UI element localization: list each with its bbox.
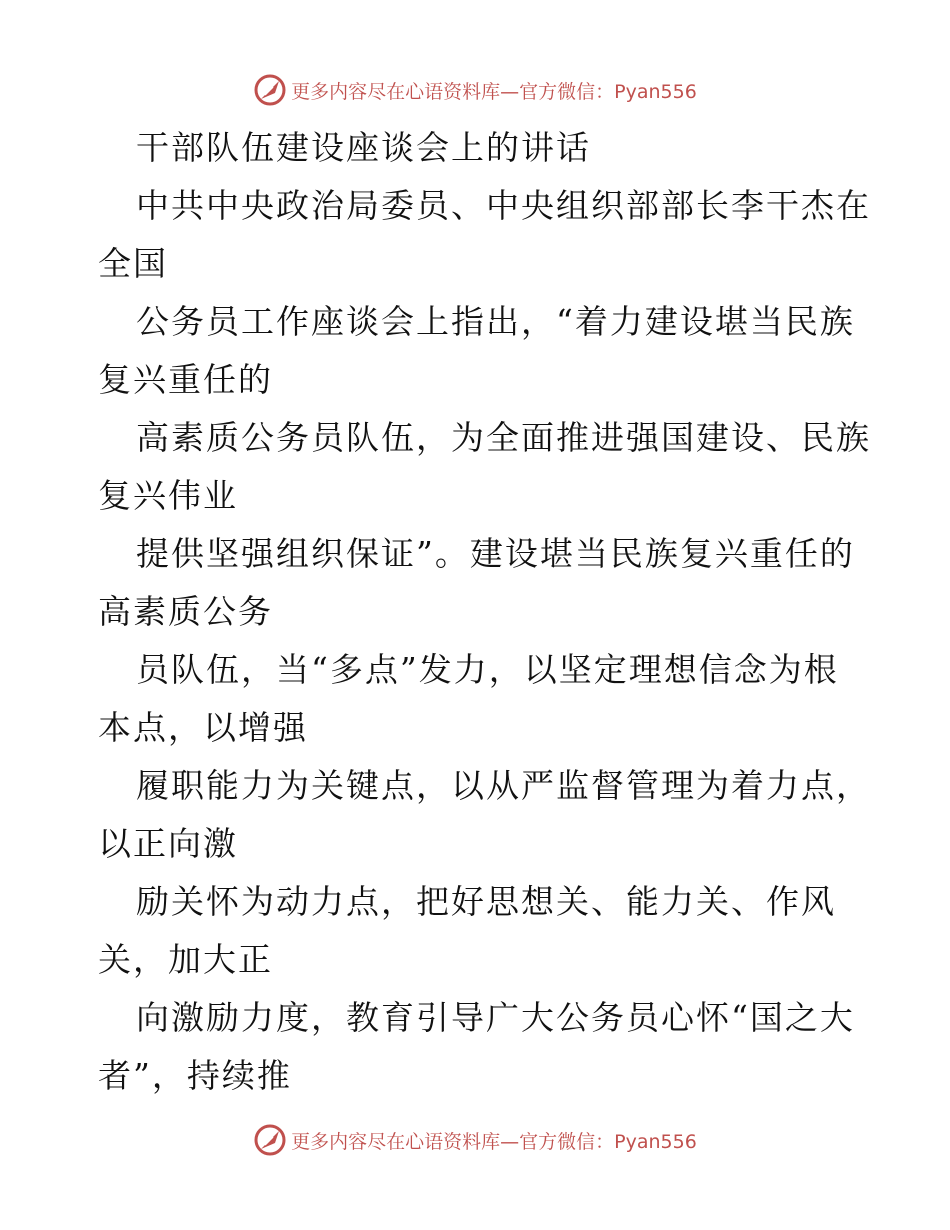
text-line: 复兴伟业 (98, 476, 238, 515)
text-line: 提供坚强组织保证”。建设堪当民族复兴重任的 (136, 534, 855, 573)
text-line: 本点，以增强 (98, 708, 308, 747)
text-line: 员队伍，当“多点”发力，以坚定理想信念为根 (136, 650, 839, 689)
text-line: 干部队伍建设座谈会上的讲话 (136, 128, 591, 167)
text-line: 复兴重任的 (98, 360, 273, 399)
text-line: 履职能力为关键点，以从严监督管理为着力点， (136, 766, 871, 805)
text-line: 全国 (98, 244, 168, 283)
text-line: 关，加大正 (98, 940, 273, 979)
header-banner (0, 70, 950, 110)
quill-logo-icon (253, 73, 287, 107)
footer-banner (0, 1120, 950, 1160)
text-line: 者”，持续推 (98, 1056, 292, 1095)
text-line: 励关怀为动力点，把好思想关、能力关、作风 (136, 882, 836, 921)
text-line: 以正向激 (98, 824, 238, 863)
text-line: 中共中央政治局委员、中央组织部部长李干杰在 (136, 186, 871, 225)
text-line: 向激励力度，教育引导广大公务员心怀“国之大 (136, 998, 855, 1037)
quill-logo-icon (253, 1123, 287, 1157)
document-body (98, 119, 871, 1105)
text-line: 高素质公务 (98, 592, 273, 631)
text-line: 公务员工作座谈会上指出，“着力建设堪当民族 (136, 302, 855, 341)
banner-text: 更多内容尽在心语资料库—官方微信：Pyan556 (291, 80, 697, 103)
text-line: 高素质公务员队伍，为全面推进强国建设、民族 (136, 418, 871, 457)
banner-text: 更多内容尽在心语资料库—官方微信：Pyan556 (291, 1130, 697, 1153)
